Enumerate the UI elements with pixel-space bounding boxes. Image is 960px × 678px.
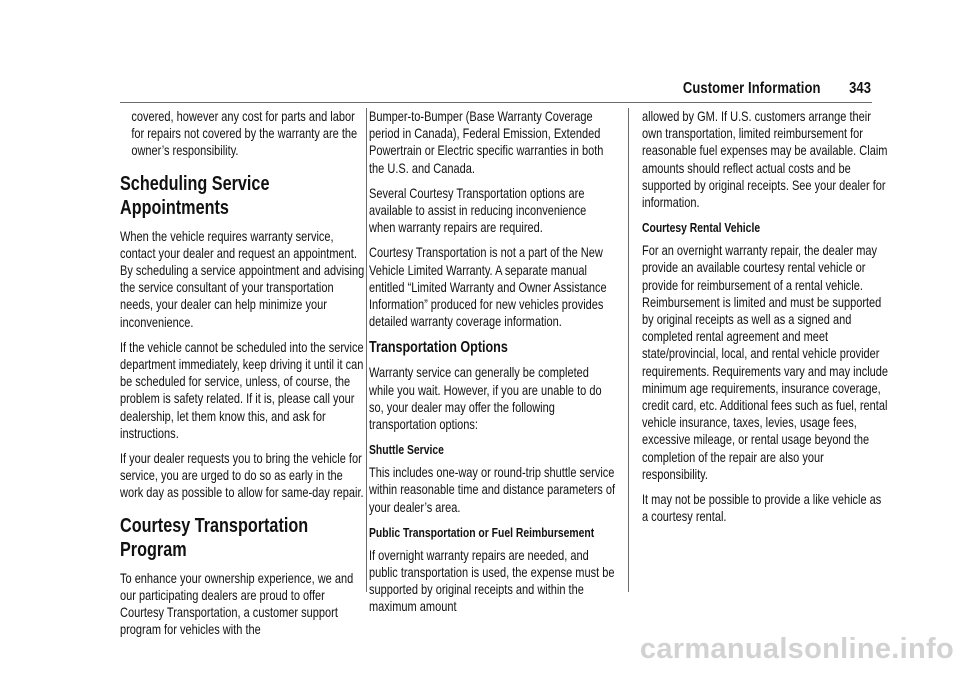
public-transportation-paragraph: If overnight warranty repairs are needed, and public transportation is used, the expense must be supported by original receipts and within the maximum amount: [369, 547, 615, 615]
column-1: [120, 108, 366, 646]
limited-warranty-paragraph: Courtesy Transportation is not a part of the New Vehicle Limited Warranty. A separate manual entitled “Limited Warranty and Owner Assistance Information” produced for new vehicles provides detailed warranty coverage information.: [369, 245, 607, 330]
warranty-coverage-paragraph: Bumper-to-Bumper (Base Warranty Coverage period in Canada), Federal Emission, Extended Powertrain or Electric specific warranties in both the U.S. and Canada.: [369, 109, 604, 176]
rental-paragraph-1: For an overnight warranty repair, the dealer may provide an available courtesy rental vehicle or provide for reimbursement of a rental vehicle. Reimbursement is limited and must be supported by original receipts as well as a signed and completed rental agreement and meet state/provincial, local, and rental vehicle provider requirements. Requirements vary and may include minimum age requirements, insurance coverage, credit card, etc. Additional fees such as fuel, rental vehicle insurance, taxes, levies, usage fees, excessive mileage, or rental usage beyond the completion of the repair are also your responsibility.: [642, 243, 889, 482]
heading-courtesy-program: Courtesy Transportation Program: [120, 514, 309, 561]
heading-public-transportation: Public Transportation or Fuel Reimbursement: [369, 524, 595, 540]
header-divider: [120, 102, 872, 103]
watermark-text: carmanualsonline.info: [639, 633, 954, 665]
page-number: 343: [849, 80, 871, 97]
column-divider-2: [628, 108, 629, 592]
courtesy-options-paragraph: Several Courtesy Transportation options are available to assist in reducing inconvenience when warranty repairs are required.: [369, 185, 587, 236]
intro-paragraph: covered, however any cost for parts and labor for repairs not covered by the warranty are the owner’s responsibility.: [131, 109, 358, 159]
rental-paragraph-2: It may not be possible to provide a like vehicle as a courtesy rental.: [642, 492, 882, 525]
heading-courtesy-rental: Courtesy Rental Vehicle: [642, 220, 761, 236]
column-3: [642, 108, 888, 533]
heading-transportation-options: Transportation Options: [369, 339, 508, 357]
scheduling-paragraph-3: If your dealer requests you to bring the vehicle for service, you are urged to do so as early in the work day as possible to allow for same-day repair.: [120, 451, 364, 501]
heading-scheduling-service: Scheduling Service Appointments: [120, 172, 270, 219]
section-title: Customer Information: [682, 80, 821, 97]
scheduling-paragraph-1: When the vehicle requires warranty service, contact your dealer and request an appointment. By scheduling a service appointment and advising the service consultant of your transportation needs, your dealer can help minimize your inconvenience.: [120, 228, 365, 330]
page-header: [683, 80, 871, 98]
heading-shuttle-service: Shuttle Service: [369, 442, 444, 458]
reimbursement-paragraph: allowed by GM. If U.S. customers arrange their own transportation, limited reimbursement for reasonable fuel expenses may be available. Claim amounts should reflect actual costs and be supported by original receipts. See your dealer for information.: [642, 109, 888, 211]
scheduling-paragraph-2: If the vehicle cannot be scheduled into the service department immediately, keep driving it until it can be scheduled for service, unless, of course, the problem is safety related. If it is, please call your dealership, let them know this, and ask for instructions.: [120, 339, 364, 441]
shuttle-paragraph: This includes one-way or round-trip shuttle service within reasonable time and distance parameters of your dealer’s area.: [369, 465, 616, 515]
courtesy-paragraph-1: To enhance your ownership experience, we and our participating dealers are proud to offer Courtesy Transportation, a customer support program for vehicles with the: [120, 570, 354, 638]
column-2: [369, 108, 615, 624]
options-paragraph: Warranty service can generally be completed while you wait. However, if you are unable to do so, your dealer may offer the following transportation options:: [369, 365, 602, 433]
